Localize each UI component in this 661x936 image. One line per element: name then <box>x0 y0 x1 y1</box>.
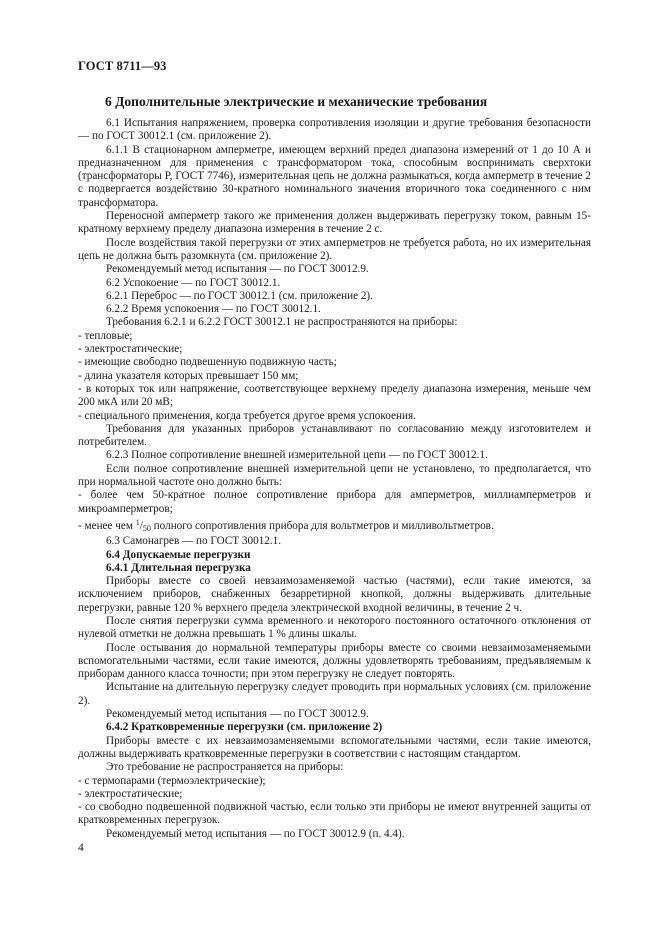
list-item: - длина указателя которых превышает 150 мм; <box>78 369 299 382</box>
list-item-suffix: полного сопротивления прибора для вольтметров и милливольтметров. <box>153 519 494 532</box>
paragraph: Если полное сопротивление внешней измерительной цепи не установлено, то предполагается, что при нормальной частоте оно должно быть: <box>78 462 591 489</box>
paragraph: Рекомендуемый метод испытания — по ГОСТ 30012.9 (п. 4.4). <box>106 827 405 840</box>
list-item-fraction <box>78 516 591 535</box>
list-item: - более чем 50-кратное полное сопротивление прибора для амперметров, миллиамперметров и микроамперметров; <box>78 489 591 515</box>
paragraph: Рекомендуемый метод испытания — по ГОСТ 30012.9. <box>106 263 369 276</box>
paragraph: Испытание на длительную перегрузку следует проводить при нормальных условиях (см. приложение 2). <box>78 681 591 707</box>
paragraph: 6.2 Успокоение — по ГОСТ 30012.1. <box>106 276 281 289</box>
list-item: - специального применения, когда требуется другое время успокоения. <box>78 409 416 422</box>
document-code: ГОСТ 8711—93 <box>78 59 167 73</box>
page-number: 4 <box>78 842 84 854</box>
subsection-heading: 6.4.2 Кратковременные перегрузки (см. приложение 2) <box>106 721 383 734</box>
list-item: - в которых ток или напряжение, соответствующее верхнему пределу диапазона измерения, меньше чем 200 мкА или 20 мВ; <box>78 382 591 409</box>
list-item: - с термопарами (термоэлектрические); <box>78 774 266 787</box>
paragraph: 6.2.2 Время успокоения — по ГОСТ 30012.1. <box>106 303 321 316</box>
section-body <box>78 117 591 841</box>
list-item: - имеющие свободно подвешенную подвижную часть; <box>78 356 337 369</box>
list-item: - со свободно подвешенной подвижной частью, если только эти приборы не имеют внутренней защиты от кратковременных перегрузок. <box>78 801 591 827</box>
fraction-numerator: 1 <box>135 517 140 527</box>
list-item: - электростатические; <box>78 787 183 800</box>
paragraph: После воздействия такой перегрузки от этих амперметров не требуется работа, но их измерительная цепь не должна быть разомкнута (см. приложение 2). <box>78 236 591 262</box>
paragraph: После остывания до нормальной температуры приборы вместе со своими невзаимозаменяемыми вспомогательными частями, если такие имеются, должны удовлетворять требованиям, предъявляемым к приборам данного класса точности; при этом перегрузку не следует повторять. <box>78 641 591 681</box>
paragraph: Приборы вместе со своей невзаимозаменяемой частью (частями), если такие имеются, за исключением приборов, снабженных безарретирной кнопкой, должны выдерживать длительные перегрузки, равные 120 % верхнего предела электрической входной величины, в течение 2 ч. <box>78 575 591 614</box>
paragraph: 6.1 Испытания напряжением, проверка сопротивления изоляции и другие требования безопасности — по ГОСТ 30012.1 (см. приложение 2). <box>78 117 591 143</box>
paragraph: После снятия перегрузки сумма временного и некоторого постоянного остаточного отклонения от нулевой отметки не должна превышать 1 % длины шкалы. <box>78 614 591 641</box>
list-item: - тепловые; <box>78 329 133 342</box>
paragraph: Переносной амперметр такого же применения должен выдерживать перегрузку током, равным 15-кратному верхнему пределу диапазона измерения в течение 2 с. <box>78 210 591 236</box>
fraction-slash: / <box>139 519 143 532</box>
section-title: 6 Дополнительные электрические и механические требования <box>105 94 488 109</box>
fraction-denominator: 50 <box>142 523 151 533</box>
paragraph: Это требование не распространяется на приборы: <box>106 761 344 774</box>
paragraph: Требования для указанных приборов устанавливают по согласованию между изготовителем и потребителем. <box>78 422 591 449</box>
list-item-prefix: - менее чем <box>78 519 133 532</box>
list-item: - электростатические; <box>78 343 183 356</box>
paragraph: 6.1.1 В стационарном амперметре, имеющем верхний предел диапазона измерений от 1 до 10 А и предназначенном для применения с трансформатором тока, способным воспринимать сверхтоки (трансформаторы Р, ГОСТ 7746), измерительная цепь не должна размыкаться, когда амперметр в течение 2 с подвергается воздействию 30-кратного номинального значения вторичного тока соединенного с ним трансформатора. <box>78 143 591 209</box>
subsection-heading: 6.4 Допускаемые перегрузки <box>106 548 251 561</box>
paragraph: 6.2.3 Полное сопротивление внешней измерительной цепи — по ГОСТ 30012.1. <box>106 449 488 462</box>
subsection-heading: 6.4.1 Длительная перегрузка <box>106 561 251 574</box>
paragraph: Требования 6.2.1 и 6.2.2 ГОСТ 30012.1 не распространяются на приборы: <box>106 316 458 329</box>
paragraph: 6.3 Самонагрев — по ГОСТ 30012.1. <box>106 535 282 548</box>
paragraph: Рекомендуемый метод испытания — по ГОСТ 30012.9. <box>106 708 369 721</box>
paragraph: 6.2.1 Переброс — по ГОСТ 30012.1 (см. приложение 2). <box>106 289 373 302</box>
paragraph: Приборы вместе с их невзаимозаменяемыми вспомогательными частями, если такие имеются, должны выдерживать кратковременные перегрузки в соответствии с настоящим стандартом. <box>78 734 591 760</box>
